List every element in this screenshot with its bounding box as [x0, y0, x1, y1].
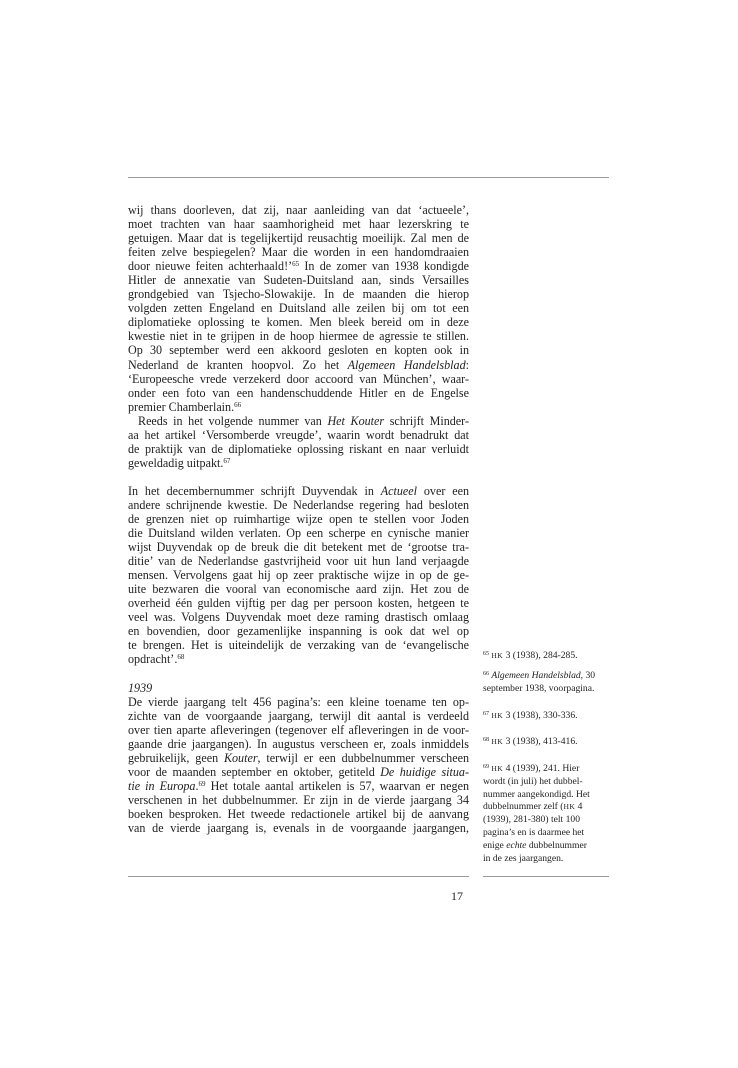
text-line [128, 751, 469, 765]
footnote-line [483, 710, 578, 723]
text-run: (1939), 281-380) telt 100 [483, 814, 580, 826]
text-run: 3 (1938), 413-416. [503, 736, 578, 747]
italic-text: echte [506, 839, 527, 851]
small-caps-text: HK [563, 802, 576, 812]
footnote-ref: 65 [292, 260, 300, 269]
footnote-ref: 69 [198, 779, 206, 788]
bottom-rule-notes [483, 876, 609, 877]
text-run: over tien aparte afleveringen (tegenover elf afleveringen in de voor- [128, 722, 469, 737]
text-line [128, 386, 469, 400]
text-line [128, 484, 469, 498]
footnote-line [483, 840, 590, 853]
text-run: de grenzen niet op ruimhartige wijze open te stellen voor Joden [128, 511, 469, 526]
text-line [128, 821, 469, 835]
text-line [128, 301, 469, 315]
text-run: nummer aangekondigd. Het [483, 788, 590, 800]
text-run: 4 [575, 801, 583, 813]
text-run: andere schrijnende kwestie. De Nederlandse regering had besloten [128, 497, 469, 512]
text-run: 3 (1938), 330-336. [503, 710, 578, 721]
text-line [128, 498, 469, 512]
small-caps-text: HK [491, 737, 504, 746]
footnote-ref: 68 [483, 737, 489, 743]
text-run: getuigen. Maar dat is tegelijkertijd reusachtig moeilijk. Zal men de [128, 231, 469, 246]
text-line [128, 315, 469, 329]
section-heading [128, 681, 469, 695]
text-run: september 1938, voorpagina. [483, 682, 595, 694]
small-caps-text: HK [491, 711, 504, 720]
text-run: Hitler de annexatie van Sudeten-Duitsland aan, sinds Versailles [128, 273, 469, 288]
text-line [128, 442, 469, 456]
italic-text: De huidige situa- [380, 764, 469, 779]
footnote-ref: 69 [483, 764, 489, 770]
footnote [483, 763, 590, 865]
text-run: wijst Duyvendak op de breuk die dit betekent met de ‘grootse tra- [128, 540, 469, 555]
page-number: 17 [451, 889, 463, 903]
text-run: boeken besproken. Het tweede redactionele artikel bij de aanvang [128, 806, 469, 821]
text-line [128, 512, 469, 526]
text-line [128, 526, 469, 540]
footnote [483, 736, 578, 749]
text-run: de praktijk van de diplomatieke oplossing riskant en naar verluidt [128, 441, 469, 456]
text-line [128, 779, 469, 793]
text-run: dubbelnummer [526, 839, 587, 851]
text-run: ‘Europeesche vrede verzekerd door accoord van München’, waar- [128, 371, 469, 386]
text-run: moet trachten van haar saamhorigheid met haar lezerskring te [128, 217, 469, 232]
text-run: volgden zetten Engeland en Duitsland alle zeilen bij om tot een [128, 301, 469, 316]
text-line [128, 456, 469, 470]
footnote [483, 670, 595, 696]
text-run: opdracht’. [128, 652, 178, 667]
footnote [483, 710, 578, 723]
footnote-ref: 65 [483, 651, 489, 657]
text-line [128, 709, 469, 723]
text-line [128, 723, 469, 737]
text-run: kwestie niet in te grijpen in de hoop hiermee de agressie te stillen. [128, 329, 469, 344]
text-run: ditie’ van de Nederlandse gastvrijheid voor uit hun land verjaagde [128, 554, 469, 569]
text-run: verschenen in het dubbelnummer. Er zijn in de vierde jaargang 34 [128, 792, 469, 807]
text-run: in de zes jaargangen. [483, 852, 564, 864]
italic-text: tie in Europa [128, 778, 196, 793]
footnote-ref: 68 [177, 653, 185, 662]
italic-text: Het Kouter [327, 413, 385, 428]
text-line [128, 400, 469, 414]
text-line [128, 203, 469, 217]
text-line [128, 358, 469, 372]
text-line [128, 765, 469, 779]
footnote-line [483, 683, 595, 696]
text-line [128, 428, 469, 442]
footnote-line [483, 736, 578, 749]
text-run: aa het artikel ‘Versomberde vreugde’, waarin wordt benadrukt dat [128, 427, 469, 442]
text-run: , terwijl er een dubbelnummer verscheen [257, 750, 469, 765]
text-run: gebruikelijk, geen [128, 750, 224, 765]
footnote-line [483, 827, 590, 840]
text-line [128, 540, 469, 554]
text-line [128, 807, 469, 821]
text-line [128, 793, 469, 807]
text-run: overheid één gulden vijftig per dag per persoon kosten, hetgeen te [128, 596, 469, 611]
text-line [128, 372, 469, 386]
italic-text: Algemeen Handelsblad [491, 670, 581, 681]
text-run: In het decembernummer schrijft Duyvendak in [128, 483, 381, 498]
footnote-line [483, 853, 590, 866]
text-run: Nederland de kranten hoopvol. Zo het [128, 357, 348, 372]
text-run: Het totale aantal artikelen is 57, waarvan er negen [205, 778, 470, 793]
text-run: wordt (in juli) het dubbel- [483, 775, 583, 787]
text-run: uite bezwaren die vooral van economische aard zijn. Het zou de [128, 582, 469, 597]
text-run: voor de maanden september en oktober, getiteld [128, 764, 381, 779]
text-run: schrijft Minder- [384, 413, 469, 428]
text-line [128, 610, 469, 624]
text-line [128, 638, 469, 652]
text-run: Op 30 september werd een akkoord gesloten en kopten ook in [128, 343, 469, 358]
text-line [128, 652, 469, 666]
text-run: over een [417, 483, 469, 498]
text-run: In de zomer van 1938 kondigde [299, 259, 469, 274]
text-run: premier Chamberlain. [128, 399, 235, 414]
text-run: zichte van de voorgaande jaargang, terwijl dit aantal is verdeeld [128, 708, 469, 723]
text-run: mensen. Vervolgens gaat hij op zeer praktische wijze in op de ge- [128, 568, 469, 583]
text-line [128, 582, 469, 596]
italic-text: Kouter [223, 750, 258, 765]
footnote-ref: 66 [483, 671, 489, 677]
text-run: van de vierde jaargang is, evenals in de voorgaande jaargangen, [128, 820, 469, 835]
top-rule [128, 177, 609, 178]
text-run: pagina’s en is daarmee het [483, 826, 585, 838]
text-run: feiten zelve bespiegelen? Maar die worden in een handomdraaien [128, 245, 469, 260]
text-run: die Duitsland wilden verlaten. Op een scherpe en cynische manier [128, 526, 469, 541]
text-line [128, 287, 469, 301]
text-line [128, 259, 469, 273]
italic-text: Actueel [380, 483, 417, 498]
text-run: onder een foto van een handenschuddende Hitler en de Engelse [128, 385, 469, 400]
text-line [128, 245, 469, 259]
footnote-line [483, 789, 590, 802]
footnote-line [483, 814, 590, 827]
footnote-line [483, 776, 590, 789]
text-line [128, 624, 469, 638]
footnote-line [483, 801, 590, 814]
text-line [128, 217, 469, 231]
text-run: Reeds in het volgende nummer van [138, 413, 328, 428]
footnote [483, 650, 578, 663]
italic-text: 1939 [128, 680, 153, 695]
text-run: en bovendien, door gezamenlijke inspanning is ook dat wel op [128, 624, 469, 639]
text-run: 4 (1939), 241. Hier [503, 763, 580, 774]
footnote-line [483, 650, 578, 663]
footnote-ref: 67 [223, 456, 231, 465]
text-run: gaande drie jaargangen). In augustus verscheen er, zoals inmiddels [128, 736, 469, 751]
footnote-ref: 66 [234, 400, 242, 409]
text-run: De vierde jaargang telt 456 pagina’s: een kleine toename ten op- [128, 694, 469, 709]
small-caps-text: HK [491, 651, 504, 660]
text-run: dubbelnummer zelf ( [483, 801, 564, 813]
text-line [128, 343, 469, 357]
text-line [128, 273, 469, 287]
text-run: : [465, 357, 469, 372]
footnote-ref: 67 [483, 711, 489, 717]
text-line [128, 231, 469, 245]
text-run: diplomatieke oplossing te komen. Men bleek bereid om in deze [128, 315, 469, 330]
bottom-rule-text [128, 876, 469, 877]
text-line [128, 695, 469, 709]
text-line [128, 737, 469, 751]
text-line [128, 596, 469, 610]
small-caps-text: HK [491, 764, 504, 773]
text-run: 3 (1938), 284-285. [503, 650, 578, 661]
body-text [128, 203, 469, 835]
text-line [128, 414, 469, 428]
italic-text: Algemeen Handelsblad [347, 357, 466, 372]
text-run: enige [483, 839, 507, 851]
footnote-line [483, 763, 590, 776]
text-run: door nieuwe feiten achterhaald!’ [128, 259, 293, 274]
text-run: , 30 [580, 670, 596, 681]
text-run: . [195, 778, 199, 793]
text-line [128, 329, 469, 343]
text-run: te brengen. Het is uiteindelijk de verzaking van de ‘evangelische [128, 638, 469, 653]
text-run: wij thans doorleven, dat zij, naar aanleiding van dat ‘actueele’, [128, 203, 469, 217]
text-line [128, 568, 469, 582]
text-line [128, 554, 469, 568]
text-run: veel was. Volgens Duyvendak moet deze raming drastisch omlaag [128, 610, 469, 625]
footnote-line [483, 670, 595, 683]
text-run: geweldadig uitpakt. [128, 455, 224, 470]
text-run: grondgebied van Tsjecho-Slowakije. In de maanden die hierop [128, 287, 469, 302]
